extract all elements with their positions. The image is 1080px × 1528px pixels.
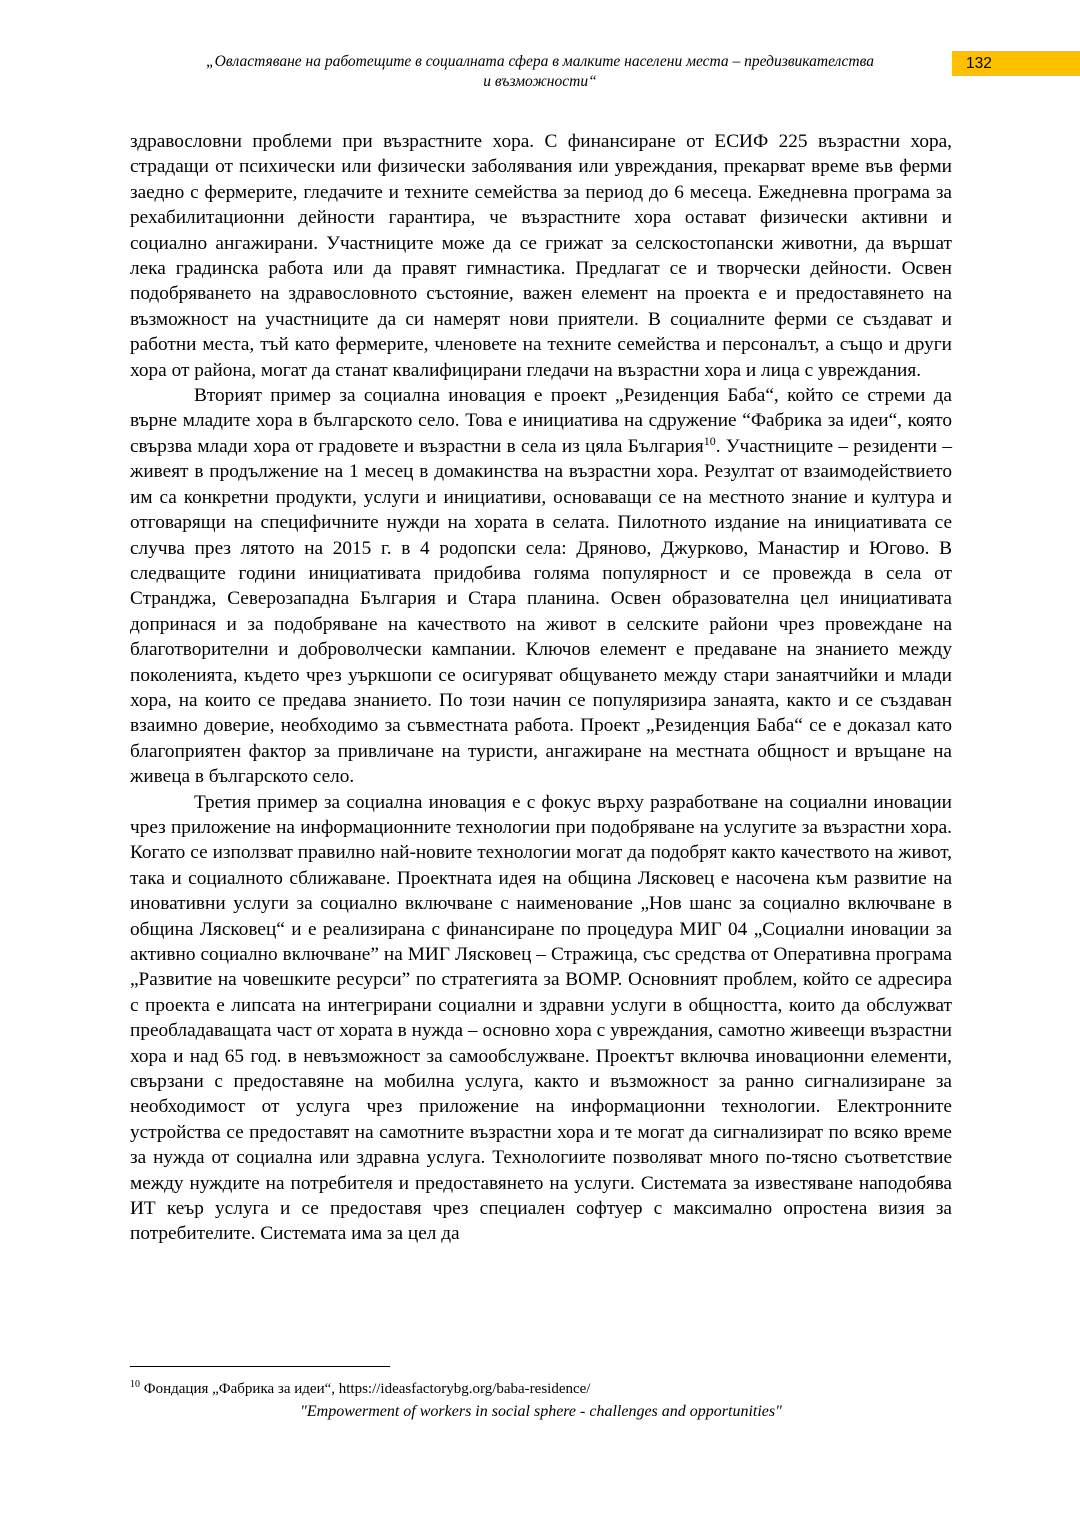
running-footer: "Empowerment of workers in social sphere - challenges and opportunities": [300, 1403, 782, 1420]
running-header: [130, 52, 950, 92]
paragraph-2: [130, 383, 952, 790]
paragraph-1: здравословни проблеми при възрастните хора. С финансиране от ЕСИФ 225 възрастни хора, страдащи от психически или физически заболявания или увреждания, прекарват време във ферми заедно с фермерите, гледачите и техните семейства за период до 6 месеца. Ежедневна програма за рехабилитационни дейности гарантира, че възрастните хора остават физически активни и социално ангажирани. Участниците може да се грижат за селскостопански животни, да вършат лека градинска работа или да правят гимнастика. Предлагат се и творчески дейности. Освен подобряването на здравословното състояние, важен елемент на проекта е и предоставянето на възможност на участниците да си намерят нови приятели. В социалните ферми се създават и работни места, тъй като фермерите, членовете на техните семейства и персоналът, а също и други хора от района, могат да станат квалифицирани гледачи на възрастни хора и лица с увреждания.: [130, 131, 952, 381]
footnote-reference[interactable]: 10: [703, 433, 716, 448]
body-text: [130, 129, 952, 1247]
paragraph-3: Третия пример за социална иновация е с фокус върху разработване на социални иновации чрез приложение на информационните технологии при подобряване на услугите за възрастни хора. Когато се използват правилно най-новите технологии могат да подобрят както качеството на живот, така и социалното сближаване. Проектната идея на община Лясковец е насочена към развитие на иновативни услуги за социално включване с наименование „Нов шанс за социално включване в община Лясковец“ и е реализирана с финансиране по процедура МИГ 04 „Социални иновации за активно социално включване” на МИГ Лясковец – Стражица, със средства от Оперативна програма „Развитие на човешките ресурси” по стратегията за ВОМР. Основният проблем, който се адресира с проекта е липсата на интегрирани социални и здравни услуги в общността, които да обслужват преобладаващата част от хората в нужда – основно хора с увреждания, самотно живеещи възрастни хора и над 65 год. в невъзможност за самообслужване. Проектът включва иновационни елементи, свързани с предоставяне на мобилна услуга, както и възможност за ранно сигнализиране за необходимост от услуга чрез приложение на информационни технологии. Електронните устройства се предоставят на самотните възрастни хора и те могат да сигнализират по всяко време за нужда от социална или здравна услуга. Технологиите позволяват много по-тясно съответствие между нуждите на потребителя и предоставянето на услуги. Системата за известяване наподобява ИТ кеър услуга и се предоставя чрез специален софтуер с максимално опростена визия за потребителите. Системата има за цел да: [130, 791, 952, 1245]
paragraph-2-part-2: . Участниците – резиденти – живеят в продължение на 1 месец в домакинства на възрастни хора. Резултат от взаимодействието им са конкретни продукти, услуги и инициативи, основаващи се на местното знание и култура и отговарящи на специфичните нужди на хората в селата. Пилотното издание на инициативата се случва през лятото на 2015 г. в 4 родопски села: Дряново, Джурково, Манастир и Югово. В следващите години инициативата придобива голяма популярност и се провежда в села от Странджа, Северозападна България и Стара планина. Освен образователна цел инициативата допринася и за подобряване на качеството на живот в селските райони чрез провеждане на благотворителни и доброволчески кампании. Ключов елемент е предаване на знанието между поколенията, където чрез уъркшопи се осигуряват общуването между стари занаятчийки и млади хора, на които се предава знанието. По този начин се популяризира занаята, както и се създаван взаимно доверие, необходимо за съвместната работа. Проект „Резиденция Баба“ се е доказал като благоприятен фактор за привличане на туристи, ангажиране на местната общност и връщане на живеца в българското село.: [130, 435, 952, 788]
paragraph-2-part-1: Вторият пример за социална иновация е проект „Резиденция Баба“, който се стреми да върне младите хора в българското село. Това е инициатива на сдружение “Фабрика за идеи“, която свързва млади хора от градовете и възрастни в села из цяла България: [130, 385, 952, 457]
footnote-text: Фондация „Фабрика за идеи“, https://ideasfactorybg.org/baba-residence/: [140, 1381, 591, 1397]
footnote-number: 10: [130, 1379, 140, 1390]
header-title-line-2: и възможности“: [483, 73, 597, 90]
page-number-badge: 132: [952, 51, 1080, 76]
footnote-separator: [130, 1366, 390, 1367]
header-title-line-1: „Овластяване на работещите в социалната сфера в малките населени места – предизвикателства: [206, 53, 874, 70]
footnote: [130, 1379, 952, 1399]
